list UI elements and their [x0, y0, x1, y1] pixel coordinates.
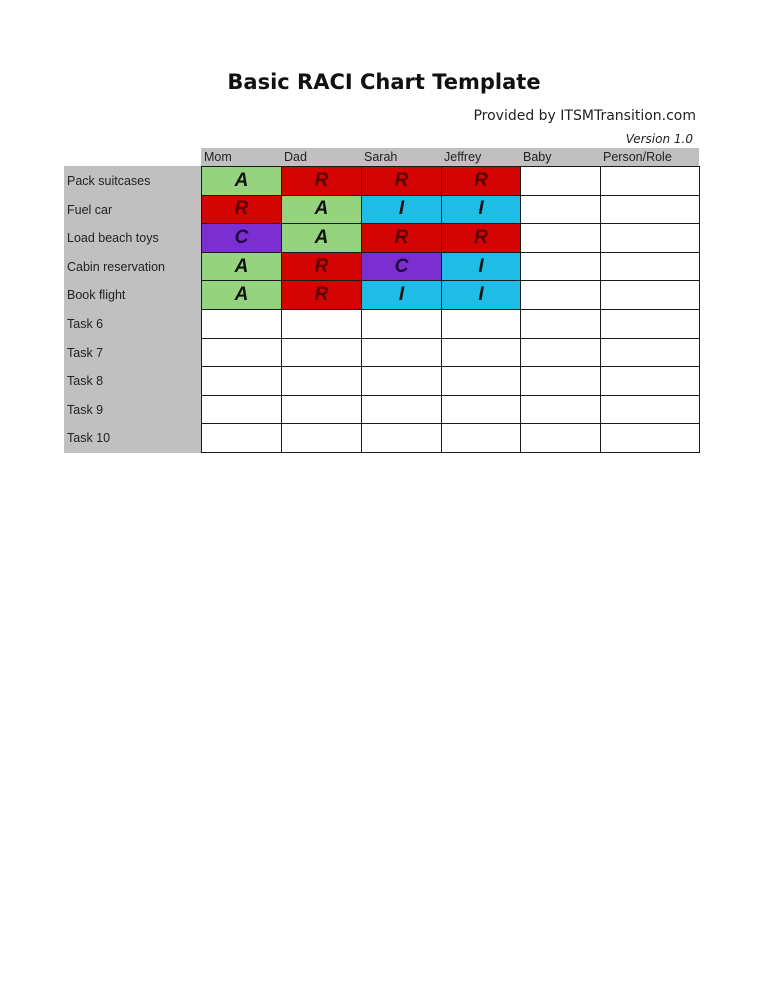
raci-cell[interactable]: [362, 424, 442, 453]
task-label: Fuel car: [67, 202, 113, 217]
table-row: [202, 309, 700, 338]
raci-cell[interactable]: [521, 281, 601, 310]
raci-cell[interactable]: C: [362, 252, 442, 281]
raci-cell[interactable]: [521, 167, 601, 196]
table-row: [202, 395, 700, 424]
raci-cell[interactable]: [282, 338, 362, 367]
table-row: [202, 424, 700, 453]
raci-cell[interactable]: I: [362, 281, 442, 310]
document-title-text: Basic RACI Chart Template: [227, 70, 541, 94]
raci-cell[interactable]: [601, 395, 700, 424]
raci-cell[interactable]: [282, 395, 362, 424]
raci-grid: [201, 166, 700, 453]
column-header: Sarah: [364, 150, 398, 164]
raci-cell[interactable]: [202, 309, 282, 338]
table-row: [202, 167, 700, 196]
task-label: Task 8: [67, 374, 104, 389]
document-title: [0, 70, 768, 94]
raci-cell[interactable]: [362, 309, 442, 338]
column-header: Person/Role: [603, 150, 672, 164]
raci-cell[interactable]: [521, 424, 601, 453]
task-label-column: [64, 166, 201, 453]
raci-cell[interactable]: A: [202, 167, 282, 196]
raci-cell[interactable]: [442, 367, 521, 396]
raci-cell[interactable]: [601, 252, 700, 281]
column-header: Dad: [284, 150, 307, 164]
raci-cell[interactable]: [442, 338, 521, 367]
raci-cell[interactable]: [202, 424, 282, 453]
raci-cell[interactable]: R: [442, 167, 521, 196]
raci-cell[interactable]: [601, 424, 700, 453]
task-label: Task 6: [67, 316, 104, 331]
column-header: Jeffrey: [444, 150, 482, 164]
raci-cell[interactable]: [521, 252, 601, 281]
raci-cell[interactable]: [202, 338, 282, 367]
raci-cell[interactable]: I: [442, 281, 521, 310]
task-label: Book flight: [67, 288, 126, 303]
table-row: [202, 338, 700, 367]
raci-cell[interactable]: [202, 395, 282, 424]
raci-cell[interactable]: R: [202, 195, 282, 224]
column-header: Mom: [204, 150, 232, 164]
raci-cell[interactable]: A: [202, 252, 282, 281]
task-label: Pack suitcases: [67, 174, 151, 188]
raci-cell[interactable]: [442, 309, 521, 338]
raci-cell[interactable]: R: [282, 281, 362, 310]
task-label: Cabin reservation: [67, 259, 165, 274]
raci-cell[interactable]: R: [282, 167, 362, 196]
column-header: Baby: [523, 150, 552, 164]
raci-cell[interactable]: R: [282, 252, 362, 281]
raci-cell[interactable]: [362, 367, 442, 396]
raci-cell[interactable]: [521, 367, 601, 396]
raci-cell[interactable]: [282, 367, 362, 396]
raci-cell[interactable]: [282, 424, 362, 453]
raci-cell[interactable]: [601, 281, 700, 310]
task-label: Task 9: [67, 402, 104, 417]
raci-cell[interactable]: [601, 367, 700, 396]
table-row: [202, 224, 700, 253]
provided-by-text: Provided by ITSMTransition.com: [473, 108, 696, 124]
raci-cell[interactable]: I: [362, 195, 442, 224]
raci-cell[interactable]: [362, 395, 442, 424]
table-row: [202, 195, 700, 224]
raci-cell[interactable]: A: [202, 281, 282, 310]
raci-cell[interactable]: [442, 424, 521, 453]
raci-cell[interactable]: I: [442, 195, 521, 224]
raci-cell[interactable]: C: [202, 224, 282, 253]
raci-cell[interactable]: [202, 367, 282, 396]
raci-cell[interactable]: [601, 167, 700, 196]
table-row: [202, 281, 700, 310]
raci-cell[interactable]: [521, 224, 601, 253]
raci-cell[interactable]: I: [442, 252, 521, 281]
raci-cell[interactable]: R: [362, 224, 442, 253]
raci-cell[interactable]: [362, 338, 442, 367]
raci-cell[interactable]: A: [282, 195, 362, 224]
raci-cell[interactable]: [601, 224, 700, 253]
version-text: Version 1.0: [625, 132, 693, 146]
raci-cell[interactable]: [282, 309, 362, 338]
table-row: [202, 252, 700, 281]
raci-cell[interactable]: A: [282, 224, 362, 253]
raci-cell[interactable]: [521, 338, 601, 367]
raci-cell[interactable]: [601, 338, 700, 367]
raci-cell[interactable]: [521, 309, 601, 338]
raci-cell[interactable]: [601, 195, 700, 224]
raci-cell[interactable]: [601, 309, 700, 338]
raci-cell[interactable]: [521, 395, 601, 424]
task-label: Task 7: [67, 345, 104, 360]
raci-cell[interactable]: R: [362, 167, 442, 196]
raci-cell[interactable]: [442, 395, 521, 424]
raci-cell[interactable]: [521, 195, 601, 224]
raci-cell[interactable]: R: [442, 224, 521, 253]
column-header-row: [201, 148, 699, 166]
task-label: Task 10: [67, 431, 111, 446]
task-label: Load beach toys: [67, 231, 159, 246]
table-row: [202, 367, 700, 396]
